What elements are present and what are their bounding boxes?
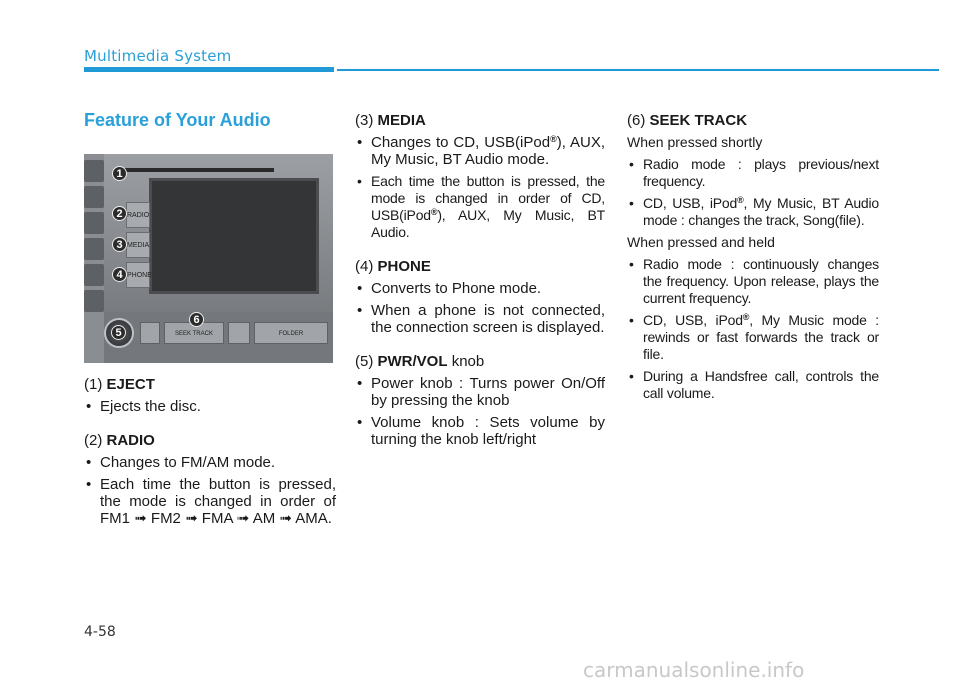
pressed-held-label: When pressed and held <box>627 234 775 250</box>
list-item: • Changes to CD, USB(iPod®), AUX, My Music, BT Audio mode. <box>355 134 605 168</box>
list-item: • Radio mode : continuously changes the frequency. Upon release, plays the current frequency. <box>627 256 879 307</box>
pwr-vol-title: (5) PWR/VOL knob <box>355 353 485 370</box>
radio-button: RADIO <box>126 202 150 228</box>
pressed-shortly-label: When pressed shortly <box>627 134 763 150</box>
bottom-button <box>228 322 250 344</box>
header-rule-thick <box>84 67 334 72</box>
pwr-vol-section <box>355 353 605 448</box>
media-section <box>355 112 605 241</box>
radio-title: (2) RADIO <box>84 432 155 449</box>
vent <box>84 186 104 208</box>
page-number: 4-58 <box>84 624 116 640</box>
list-item: • Converts to Phone mode. <box>355 280 605 297</box>
phone-title: (4) PHONE <box>355 258 431 275</box>
list-item: • Radio mode : plays previous/next frequency. <box>627 156 879 190</box>
marker-1: 1 <box>112 166 127 181</box>
marker-6: 6 <box>189 312 204 327</box>
list-item: • When a phone is not connected, the connection screen is displayed. <box>355 302 605 336</box>
vent <box>84 238 104 260</box>
phone-section <box>355 258 605 336</box>
eject-title: (1) EJECT <box>84 376 155 393</box>
list-item: • Each time the button is pressed, the mode is changed in order of CD, USB(iPod®), AUX, My Music, BT Audio. <box>355 173 605 241</box>
seek-track-button: SEEK TRACK <box>164 322 224 344</box>
list-item: • Ejects the disc. <box>84 398 336 415</box>
phone-button: PHONE <box>126 262 150 288</box>
marker-5: 5 <box>111 325 126 340</box>
disc-slot <box>124 168 274 172</box>
list-item: • During a Handsfree call, controls the call volume. <box>627 368 879 402</box>
media-title: (3) MEDIA <box>355 112 426 129</box>
media-button: MEDIA <box>126 232 150 258</box>
unit-screen <box>149 178 319 294</box>
list-item: • Volume knob : Sets volume by turning the knob left/right <box>355 414 605 448</box>
seek-track-title: (6) SEEK TRACK <box>627 112 748 129</box>
marker-4: 4 <box>112 267 127 282</box>
marker-3: 3 <box>112 237 127 252</box>
list-item: • Each time the button is pressed, the mode is changed in order of FM1 ➟ FM2 ➟ FMA ➟ AM ➟ AMA. <box>84 476 336 527</box>
radio-section <box>84 432 336 527</box>
column-2 <box>355 112 605 465</box>
bottom-button <box>140 322 160 344</box>
vent <box>84 264 104 286</box>
vent <box>84 212 104 234</box>
list-item: • Changes to FM/AM mode. <box>84 454 336 471</box>
page-heading: Feature of Your Audio <box>84 110 271 130</box>
eject-section <box>84 376 336 415</box>
watermark: carmanualsonline.info <box>583 658 805 682</box>
list-item: • Power knob : Turns power On/Off by pressing the knob <box>355 375 605 409</box>
list-item: • CD, USB, iPod®, My Music, BT Audio mode : changes the track, Song(file). <box>627 195 879 229</box>
section-header: Multimedia System <box>84 47 232 65</box>
list-item: • CD, USB, iPod®, My Music mode : rewinds or fast forwards the track or file. <box>627 312 879 363</box>
vent <box>84 290 104 312</box>
folder-button: FOLDER <box>254 322 328 344</box>
marker-2: 2 <box>112 206 127 221</box>
vent <box>84 160 104 182</box>
column-3 <box>627 112 879 407</box>
column-1 <box>84 110 336 544</box>
header-rule-thin <box>337 69 939 71</box>
audio-unit-image <box>84 154 333 363</box>
